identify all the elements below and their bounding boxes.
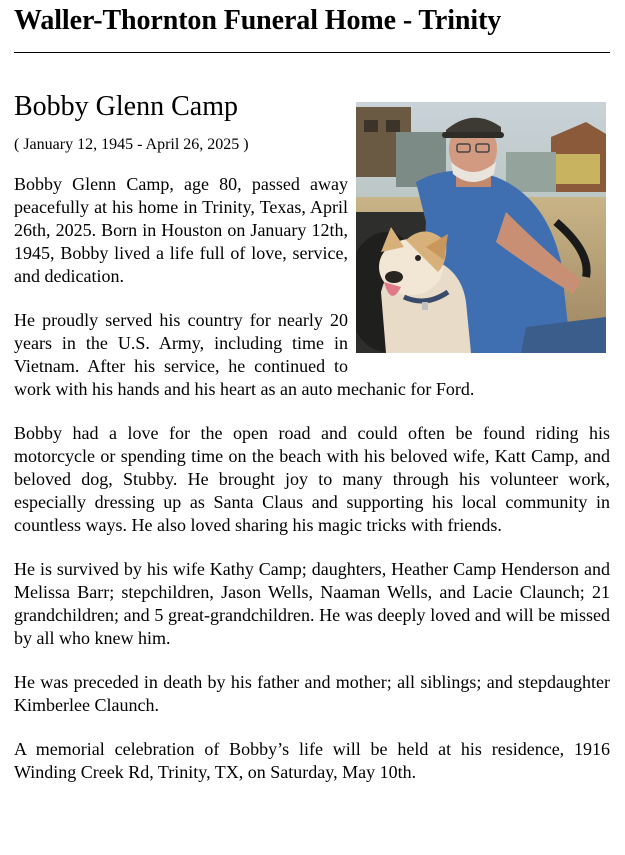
obituary-paragraph: He is survived by his wife Kathy Camp; daughters, Heather Camp Henderson and Melissa Barr; stepchildren, Jason Wells, Naaman Wells, and Lacie Claunch; 21 grandchildren; and 5 great-grandchildren. He was deeply loved and will be missed by all who knew him. bbox=[14, 559, 610, 648]
site-title: Waller-Thornton Funeral Home - Trinity bbox=[14, 5, 502, 36]
obituary-paragraph: Bobby had a love for the open road and could often be found riding his motorcycle or spending time on the beach with his beloved wife, Katt Camp, and beloved dog, Stubby. He brought joy to many through his volunteer work, especially dressing up as Santa Claus and supporting his local community in countless ways. He also loved sharing his magic tricks with friends. bbox=[14, 423, 610, 535]
deceased-name: Bobby Glenn Camp bbox=[14, 91, 238, 122]
obituary-paragraph: A memorial celebration of Bobby’s life will be held at his residence, 1916 Winding Creek Rd, Trinity, TX, on Saturday, May 10th. bbox=[14, 739, 610, 782]
obituary-paragraph: Bobby Glenn Camp, age 80, passed away peacefully at his home in Trinity, Texas, April 26th, 2025. Born in Houston on January 12th, 1945, Bobby lived a life full of love, service, and dedication. bbox=[14, 174, 348, 286]
obituary-photo bbox=[356, 102, 606, 353]
obituary-paragraph: He was preceded in death by his father and mother; all siblings; and stepdaughter Kimberlee Claunch. bbox=[14, 672, 610, 715]
life-dates: ( January 12, 1945 - April 26, 2025 ) bbox=[14, 136, 249, 153]
obituary-paragraph: He proudly served his country for nearly 20 years in the U.S. Army, including time in Vietnam. After his service, he continued to work with his hands and his heart as an auto mechanic for Ford. bbox=[14, 310, 475, 399]
